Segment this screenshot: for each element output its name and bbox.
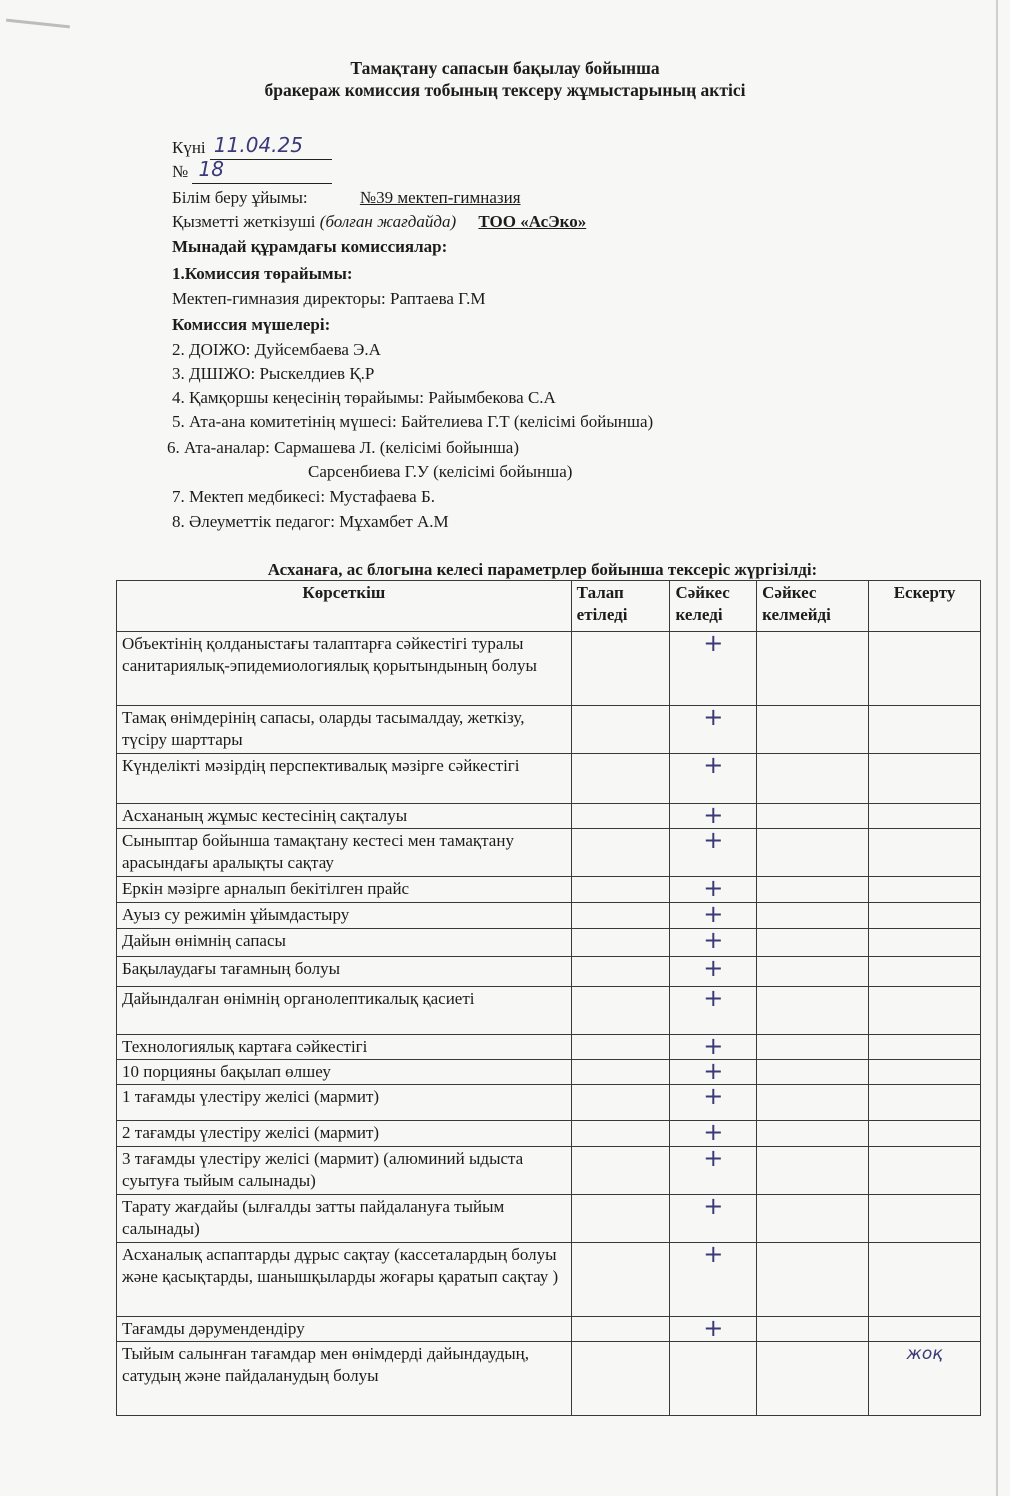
not-complies-cell <box>757 829 869 877</box>
note-cell <box>869 829 981 877</box>
scan-mark <box>6 19 70 29</box>
org-line <box>172 186 521 210</box>
not-complies-cell <box>757 632 869 706</box>
composition-heading: Мынадай құрамдағы комиссиялар: <box>172 237 448 256</box>
col-not-complies: Сәйкес келмейді <box>757 581 869 632</box>
indicator-cell: Дайындалған өнімнің органолептикалық қасиеті <box>117 987 572 1035</box>
note-cell: жоқ <box>869 1342 981 1416</box>
indicator-cell: Күнделікті мәзірдің перспективалық мәзірге сәйкестігі <box>117 754 572 804</box>
note-cell <box>869 929 981 957</box>
member-item: Сарсенбиева Г.У (келісімі бойынша) <box>308 462 573 481</box>
note-cell <box>869 1195 981 1243</box>
complies-mark: + <box>670 987 757 1035</box>
note-cell <box>869 632 981 706</box>
required-cell <box>571 706 670 754</box>
member-item: 2. ДОІЖО: Дуйсембаева Э.А <box>172 340 381 359</box>
complies-mark: + <box>670 1060 757 1085</box>
col-complies: Сәйкес келеді <box>670 581 757 632</box>
required-cell <box>571 1060 670 1085</box>
required-cell <box>571 929 670 957</box>
note-cell <box>869 804 981 829</box>
indicator-cell: Тамақ өнімдерінің сапасы, оларды тасымалдау, жеткізу, түсіру шарттары <box>117 706 572 754</box>
number-field <box>192 157 332 184</box>
table-row <box>117 1147 981 1195</box>
doc-title-line1: Тамақтану сапасын бақылау бойынша <box>350 58 660 78</box>
complies-mark: + <box>670 929 757 957</box>
indicator-cell: 3 тағамды үлестіру желісі (мармит) (алюминий ыдыста суытуға тыйым салынады) <box>117 1147 572 1195</box>
table-row <box>117 754 981 804</box>
indicator-cell: 10 порцияны бақылап өлшеу <box>117 1060 572 1085</box>
note-cell <box>869 754 981 804</box>
member-item: 6. Ата-аналар: Сармашева Л. (келісімі бойынша) <box>167 438 520 457</box>
required-cell <box>571 877 670 903</box>
not-complies-cell <box>757 804 869 829</box>
complies-mark: + <box>670 1147 757 1195</box>
note-cell <box>869 903 981 929</box>
required-cell <box>571 804 670 829</box>
note-cell <box>869 1147 981 1195</box>
indicator-cell: Технологиялық картаға сәйкестігі <box>117 1035 572 1060</box>
indicator-cell: 2 тағамды үлестіру желісі (мармит) <box>117 1121 572 1147</box>
indicator-cell: 1 тағамды үлестіру желісі (мармит) <box>117 1085 572 1121</box>
required-cell <box>571 1147 670 1195</box>
date-field <box>210 133 332 160</box>
not-complies-cell <box>757 987 869 1035</box>
complies-mark: + <box>670 754 757 804</box>
indicator-cell: Бақылаудағы тағамның болуы <box>117 957 572 987</box>
note-cell <box>869 1035 981 1060</box>
indicator-cell: Асханалық аспаптарды дұрыс сақтау (кассеталардың болуы және қасықтарды, шанышқыларды жоғары қаратып сақтау ) <box>117 1243 572 1317</box>
complies-mark: + <box>670 1121 757 1147</box>
note-cell <box>869 1060 981 1085</box>
not-complies-cell <box>757 754 869 804</box>
org-value: №39 мектеп-гимназия <box>359 188 521 207</box>
indicator-cell: Объектінің қолданыстағы талаптарға сәйкестігі туралы санитариялық-эпидемиологиялық қорытындының болуы <box>117 632 572 706</box>
note-cell <box>869 987 981 1035</box>
required-cell <box>571 1243 670 1317</box>
number-value: 18 <box>198 157 224 181</box>
indicator-cell: Еркін мәзірге арналып бекітілген прайс <box>117 877 572 903</box>
required-cell <box>571 987 670 1035</box>
table-row <box>117 1243 981 1317</box>
page-edge <box>996 0 998 1496</box>
not-complies-cell <box>757 929 869 957</box>
not-complies-cell <box>757 1317 869 1342</box>
col-required: Талап етіледі <box>571 581 670 632</box>
required-cell <box>571 957 670 987</box>
not-complies-cell <box>757 1035 869 1060</box>
indicator-cell: Асхананың жұмыс кестесінің сақталуы <box>117 804 572 829</box>
note-cell <box>869 957 981 987</box>
required-cell <box>571 903 670 929</box>
note-cell <box>869 1085 981 1121</box>
not-complies-cell <box>757 1195 869 1243</box>
inspection-table <box>116 580 981 1416</box>
table-row <box>117 706 981 754</box>
table-row <box>117 929 981 957</box>
note-cell <box>869 706 981 754</box>
required-cell <box>571 1195 670 1243</box>
number-label: № <box>172 162 189 181</box>
complies-mark: + <box>670 1035 757 1060</box>
table-row <box>117 1317 981 1342</box>
supplier-note: (болған жағдайда) <box>319 212 457 231</box>
org-label: Білім беру ұйымы: <box>172 188 308 207</box>
col-indicator: Көрсеткіш <box>117 581 572 632</box>
member-item: 3. ДШІЖО: Рыскелдиев Қ.Р <box>172 364 375 383</box>
note-cell <box>869 877 981 903</box>
chair-heading: 1.Комиссия төрайымы: <box>172 264 353 283</box>
required-cell <box>571 754 670 804</box>
required-cell <box>571 1121 670 1147</box>
members-heading: Комиссия мүшелері: <box>172 315 331 334</box>
table-row <box>117 804 981 829</box>
member-item: 8. Әлеуметтік педагог: Мұхамбет А.М <box>172 512 449 531</box>
supplier-value: ТОО «АсЭко» <box>478 212 587 231</box>
not-complies-cell <box>757 1121 869 1147</box>
table-row <box>117 632 981 706</box>
table-row <box>117 877 981 903</box>
not-complies-cell <box>757 877 869 903</box>
section-title: Асханаға, ас блогына келесі параметрлер бойынша тексеріс жүргізілді: <box>267 560 818 579</box>
complies-mark: + <box>670 1085 757 1121</box>
table-row <box>117 1342 981 1416</box>
doc-title-line2: бракераж комиссия тобының тексеру жұмыстарының актісі <box>264 80 746 100</box>
member-item: 4. Қамқоршы кеңесінің төрайымы: Райымбекова С.А <box>172 388 556 407</box>
note-cell <box>869 1243 981 1317</box>
indicator-cell: Тағамды дәрумендендіру <box>117 1317 572 1342</box>
table-header-row <box>117 581 981 632</box>
table-row <box>117 957 981 987</box>
table-row <box>117 1121 981 1147</box>
indicator-cell: Дайын өнімнің сапасы <box>117 929 572 957</box>
member-item: 7. Мектеп медбикесі: Мустафаева Б. <box>172 487 435 506</box>
not-complies-cell <box>757 1342 869 1416</box>
not-complies-cell <box>757 903 869 929</box>
complies-mark: + <box>670 632 757 706</box>
complies-mark: + <box>670 1195 757 1243</box>
indicator-cell: Тарату жағдайы (ылғалды затты пайдалануға тыйым салынады) <box>117 1195 572 1243</box>
indicator-cell: Тыйым салынған тағамдар мен өнімдерді дайындаудың, сатудың және пайдаланудың болуы <box>117 1342 572 1416</box>
complies-mark: + <box>670 804 757 829</box>
complies-mark: + <box>670 1243 757 1317</box>
not-complies-cell <box>757 1147 869 1195</box>
required-cell <box>571 632 670 706</box>
complies-mark: + <box>670 829 757 877</box>
member-item: 5. Ата-ана комитетінің мүшесі: Байтелиева Г.Т (келісімі бойынша) <box>172 412 654 431</box>
table-row <box>117 1085 981 1121</box>
not-complies-cell <box>757 957 869 987</box>
table-row <box>117 1035 981 1060</box>
table-row <box>117 987 981 1035</box>
table-row <box>117 1060 981 1085</box>
not-complies-cell <box>757 1060 869 1085</box>
complies-mark: + <box>670 957 757 987</box>
note-cell <box>869 1317 981 1342</box>
indicator-cell: Ауыз су режимін ұйымдастыру <box>117 903 572 929</box>
required-cell <box>571 829 670 877</box>
required-cell <box>571 1035 670 1060</box>
date-value: 11.04.25 <box>213 133 303 157</box>
complies-mark <box>670 1342 757 1416</box>
required-cell <box>571 1085 670 1121</box>
required-cell <box>571 1342 670 1416</box>
complies-mark: + <box>670 903 757 929</box>
table-row <box>117 829 981 877</box>
not-complies-cell <box>757 1243 869 1317</box>
complies-mark: + <box>670 706 757 754</box>
col-note: Ескерту <box>869 581 981 632</box>
table-row <box>117 903 981 929</box>
not-complies-cell <box>757 1085 869 1121</box>
number-line <box>172 157 332 184</box>
chair-line: Мектеп-гимназия директоры: Раптаева Г.М <box>172 289 486 308</box>
not-complies-cell <box>757 706 869 754</box>
required-cell <box>571 1317 670 1342</box>
date-line <box>172 133 332 160</box>
complies-mark: + <box>670 877 757 903</box>
note-cell <box>869 1121 981 1147</box>
indicator-cell: Сыныптар бойынша тамақтану кестесі мен тамақтану арасындағы аралықты сақтау <box>117 829 572 877</box>
complies-mark: + <box>670 1317 757 1342</box>
supplier-line <box>172 210 586 234</box>
supplier-label: Қызметті жеткізуші <box>172 212 316 231</box>
table-row <box>117 1195 981 1243</box>
date-label: Күні <box>172 138 206 157</box>
